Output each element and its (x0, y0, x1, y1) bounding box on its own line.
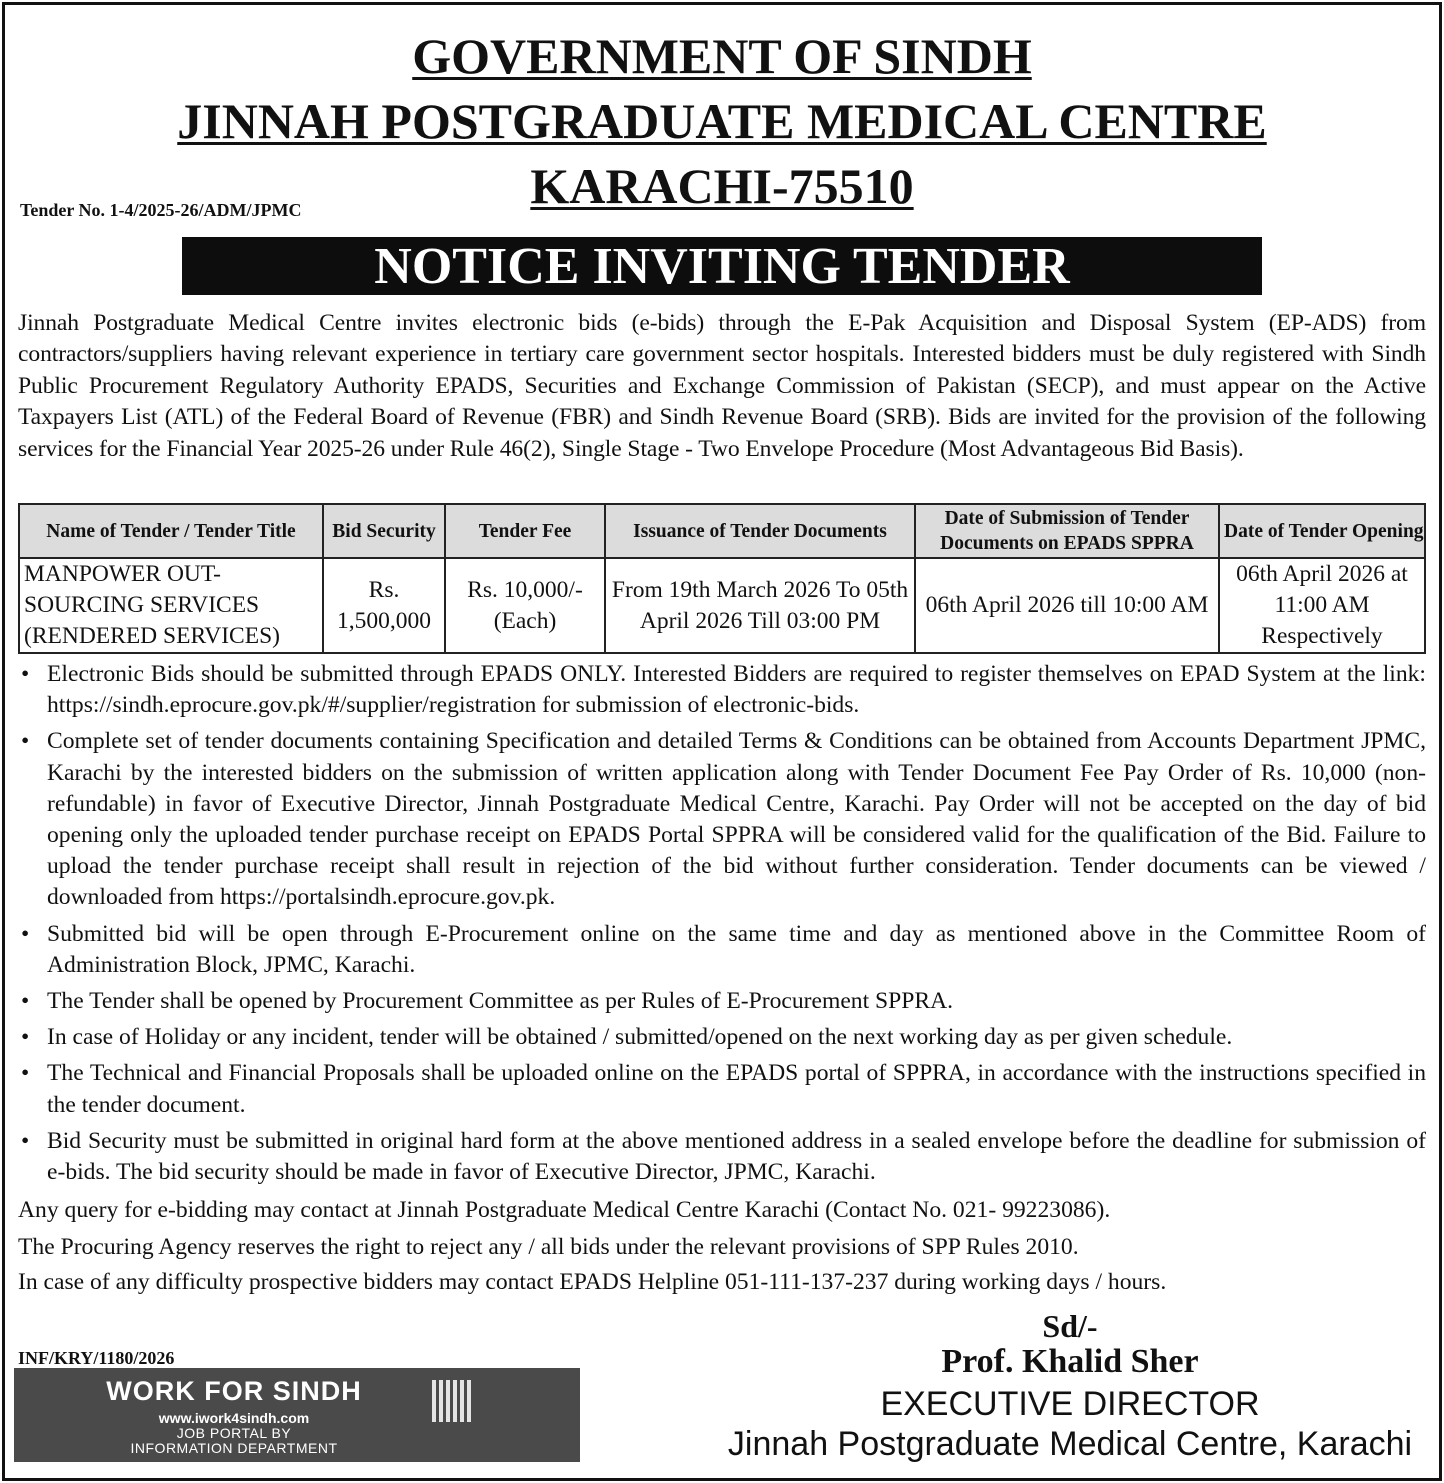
tender-number: Tender No. 1-4/2025-26/ADM/JPMC (20, 200, 302, 220)
intro-paragraph: Jinnah Postgraduate Medical Centre invites electronic bids (e-bids) through the E-Pak Acquisition and Disposal System (EP-ADS) from contractors/suppliers having relevant experience in tertiary care government sector hospitals. Interested bidders must be duly registered with Sindh Public Procurement Regulatory Authority EPADS, Securities and Exchange Commission of Pakistan (SECP), and must appear on the Active Taxpayers List (ATL) of the Federal Board of Revenue (FBR) and Sindh Revenue Board (SRB). Bids are invited for the provision of the following services for the Financial Year 2025-26 under Rule 46(2), Single Stage - Two Envelope Procedure (Most Advantageous Bid Basis). (18, 310, 1426, 462)
col-header: Bid Security (323, 504, 445, 558)
iwork-for-sindh-logo (14, 1368, 580, 1462)
cell-issuance: From 19th March 2026 To 05th April 2026 Till 03:00 PM (605, 558, 915, 653)
footer-helpline: In case of any difficulty prospective bidders may contact EPADS Helpline 051-111-137-237 during working days / hours. (18, 1269, 1167, 1295)
signatory-name: Prof. Khalid Sher (941, 1343, 1199, 1380)
cell-tender-title: MANPOWER OUT-SOURCING SERVICES (RENDERED SERVICES) (19, 558, 323, 653)
heading-city: KARACHI-75510 (530, 158, 914, 214)
notice-banner: NOTICE INVITING TENDER (182, 237, 1262, 295)
cell-opening: 06th April 2026 at 11:00 AM Respectively (1219, 558, 1425, 653)
list-item: • Electronic Bids should be submitted through EPADS ONLY. Interested Bidders are required to register themselves on EPAD System at the link: https://sindh.eprocure.gov.pk/#/supplier/registration for submission of electronic-bids. (18, 659, 1426, 721)
heading-institution: JINNAH POSTGRADUATE MEDICAL CENTRE (177, 93, 1267, 149)
list-item: • In case of Holiday or any incident, tender will be obtained / submitted/opened on the next working day as per given schedule. (18, 1022, 1426, 1053)
col-header: Date of Submission of Tender Documents on EPADS SPPRA (915, 504, 1219, 558)
signature-sd: Sd/- (1042, 1308, 1098, 1344)
list-item: • The Technical and Financial Proposals shall be uploaded online on the EPADS portal of SPPRA, in accordance with the instructions specified in the tender document. (18, 1058, 1426, 1120)
list-item: • Bid Security must be submitted in original hard form at the above mentioned address in a sealed envelope before the deadline for submission of e-bids. The bid security should be made in favor of Executive Director, JPMC, Karachi. (18, 1126, 1426, 1188)
logo-line1: JOB PORTAL BY (176, 1425, 292, 1441)
list-item: • The Tender shall be opened by Procurement Committee as per Rules of E-Procurement SPPRA. (18, 986, 1426, 1017)
qr-code-icon (432, 1380, 474, 1422)
list-item: • Complete set of tender documents containing Specification and detailed Terms & Conditions can be obtained from Accounts Department JPMC, Karachi by the interested bidders on the submission of written application along with Tender Document Fee Pay Order of Rs. 10,000 (non-refundable) in favor of Executive Director, Jinnah Postgraduate Medical Centre, Karachi. Pay Order will not be accepted on the day of bid opening only the uploaded tender purchase receipt on EPADS Portal SPPRA will be considered valid for the qualification of the Bid. Failure to upload the tender purchase receipt shall result in rejection of the bid without further consideration. Tender documents can be viewed / downloaded from https://portalsindh.eprocure.gov.pk. (18, 726, 1426, 913)
footer-contact: Any query for e-bidding may contact at Jinnah Postgraduate Medical Centre Karachi (Contact No. 021- 99223086). (18, 1197, 1111, 1223)
cell-bid-security: Rs. 1,500,000 (323, 558, 445, 653)
terms-list (18, 659, 1426, 1193)
inf-number: INF/KRY/1180/2026 (18, 1348, 175, 1368)
cell-submission: 06th April 2026 till 10:00 AM (915, 558, 1219, 653)
table-row (19, 558, 1425, 653)
logo-subtitle (14, 1426, 454, 1456)
logo-title: WORK FOR SINDH (106, 1376, 362, 1406)
signatory-title: EXECUTIVE DIRECTOR (880, 1385, 1260, 1423)
heading-government: GOVERNMENT OF SINDH (412, 28, 1032, 84)
col-header: Name of Tender / Tender Title (19, 504, 323, 558)
cell-tender-fee: Rs. 10,000/- (Each) (445, 558, 605, 653)
logo-url: www.iwork4sindh.com (158, 1410, 310, 1426)
col-header: Issuance of Tender Documents (605, 504, 915, 558)
list-item: • Submitted bid will be open through E-Procurement online on the same time and day as mentioned above in the Committee Room of Administration Block, JPMC, Karachi. (18, 919, 1426, 981)
footer-rights: The Procuring Agency reserves the right to reject any / all bids under the relevant provisions of SPP Rules 2010. (18, 1234, 1079, 1260)
tender-table (18, 503, 1426, 654)
col-header: Tender Fee (445, 504, 605, 558)
logo-line2: INFORMATION DEPARTMENT (130, 1440, 338, 1456)
col-header: Date of Tender Opening (1219, 504, 1425, 558)
signatory-organization: Jinnah Postgraduate Medical Centre, Karachi (727, 1425, 1413, 1463)
table-header-row (19, 504, 1425, 558)
